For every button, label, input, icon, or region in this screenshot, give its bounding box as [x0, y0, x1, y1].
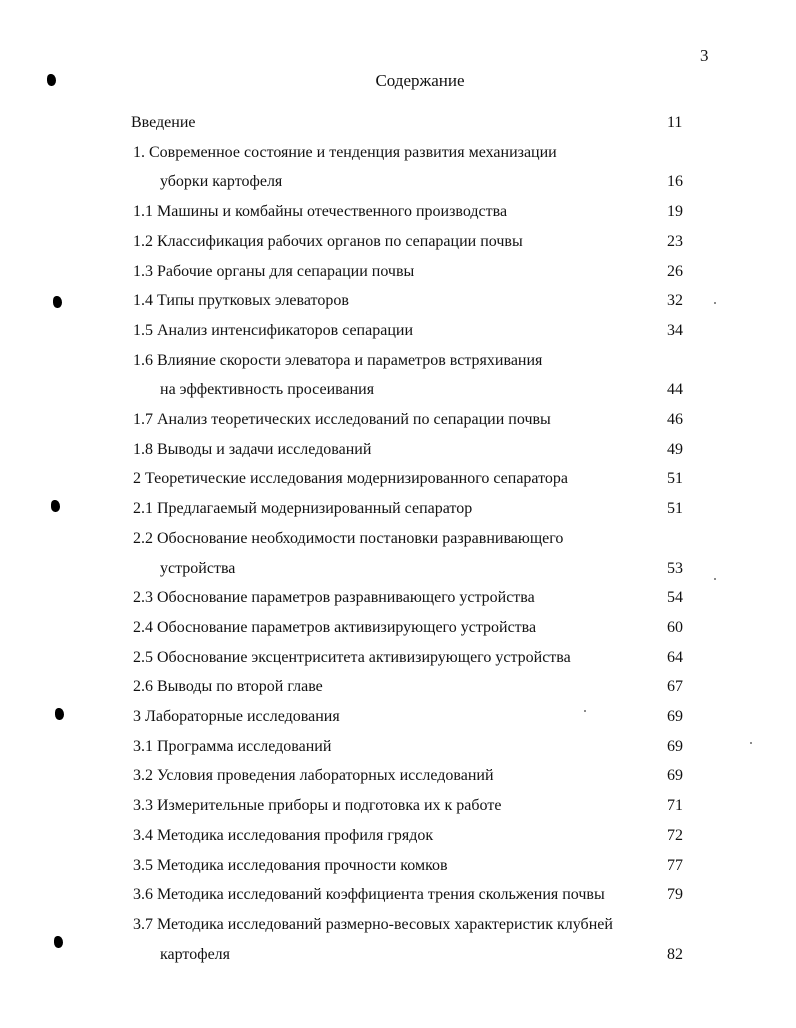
toc-entry-text: картофеля [160, 946, 231, 963]
toc-line [0, 524, 796, 554]
table-of-contents [0, 108, 796, 988]
toc-line [0, 197, 796, 227]
toc-entry-page: 77 [667, 857, 683, 874]
toc-line [0, 435, 796, 465]
toc-line [0, 880, 796, 910]
toc-line [0, 851, 796, 881]
toc-entry-page: 23 [667, 233, 683, 250]
toc-line [0, 316, 796, 346]
toc-entry-text: 2 Теоретические исследования модернизированного сепаратора [133, 470, 568, 487]
toc-entry-text: 3.4 Методика исследования профиля грядок [133, 827, 434, 844]
page-title: Содержание [375, 71, 465, 90]
toc-entry-page: 79 [667, 886, 683, 903]
toc-entry-text: 1.1 Машины и комбайны отечественного производства [133, 203, 508, 220]
toc-entry-page: 69 [667, 767, 683, 784]
toc-entry-text: 1.3 Рабочие органы для сепарации почвы [133, 263, 415, 280]
toc-line [0, 405, 796, 435]
toc-line [0, 375, 796, 405]
scan-dot [714, 578, 716, 580]
toc-line [0, 494, 796, 524]
toc-entry-page: 32 [667, 292, 683, 309]
toc-entry-page: 34 [667, 322, 683, 339]
toc-entry-text: 2.1 Предлагаемый модернизированный сепаратор [133, 500, 473, 517]
toc-entry-page: 64 [667, 649, 683, 666]
toc-entry-text: 3.5 Методика исследования прочности комков [133, 857, 448, 874]
toc-entry-text: 3.7 Методика исследований размерно-весовых характеристик клубней [133, 916, 613, 933]
toc-line [0, 702, 796, 732]
toc-line [0, 613, 796, 643]
toc-entry-text: 1.6 Влияние скорости элеватора и параметров встряхивания [133, 352, 543, 369]
toc-line [0, 554, 796, 584]
toc-entry-text: 1.5 Анализ интенсификаторов сепарации [133, 322, 414, 339]
toc-entry-text: 1. Современное состояние и тенденция развития механизации [133, 144, 557, 161]
toc-entry-text: устройства [160, 560, 236, 577]
scan-dot [714, 302, 716, 304]
toc-entry-page: 60 [667, 619, 683, 636]
toc-entry-page: 54 [667, 589, 683, 606]
toc-line [0, 257, 796, 287]
toc-entry-page: 19 [667, 203, 683, 220]
toc-entry-text: 2.3 Обоснование параметров разравнивающего устройства [133, 589, 535, 606]
toc-line [0, 108, 796, 138]
toc-line [0, 583, 796, 613]
toc-entry-page: 44 [667, 381, 683, 398]
toc-entry-text: 3 Лабораторные исследования [133, 708, 340, 725]
toc-entry-text: 3.6 Методика исследований коэффициента трения скольжения почвы [133, 886, 605, 903]
toc-entry-page: 53 [667, 560, 683, 577]
toc-entry-text: 3.1 Программа исследований [133, 738, 332, 755]
toc-line [0, 791, 796, 821]
toc-line [0, 761, 796, 791]
toc-entry-page: 16 [667, 173, 683, 190]
toc-entry-page: 46 [667, 411, 683, 428]
toc-entry-text: 1.7 Анализ теоретических исследований по сепарации почвы [133, 411, 551, 428]
toc-entry-page: 51 [667, 500, 683, 517]
toc-line [0, 167, 796, 197]
scan-mark [55, 708, 64, 720]
toc-line [0, 346, 796, 376]
toc-entry-page: 11 [667, 114, 683, 131]
scan-dot [584, 710, 586, 712]
toc-entry-text: 2.4 Обоснование параметров активизирующего устройства [133, 619, 537, 636]
toc-line [0, 643, 796, 673]
toc-entry-page: 49 [667, 441, 683, 458]
scan-mark [47, 74, 56, 86]
toc-entry-text: 1.8 Выводы и задачи исследований [133, 441, 372, 458]
toc-entry-page: 69 [667, 738, 683, 755]
scan-mark [53, 296, 62, 308]
toc-entry-text: на эффективность просеивания [160, 381, 375, 398]
toc-line [0, 910, 796, 940]
toc-entry-page: 51 [667, 470, 683, 487]
toc-line [0, 672, 796, 702]
toc-line [0, 732, 796, 762]
toc-line [0, 464, 796, 494]
scan-mark [51, 500, 60, 512]
toc-entry-text: 2.2 Обоснование необходимости постановки разравнивающего [133, 530, 564, 547]
scan-mark [54, 936, 63, 948]
toc-entry-text: 2.6 Выводы по второй главе [133, 678, 323, 695]
toc-entry-page: 69 [667, 708, 683, 725]
scan-dot [750, 742, 752, 744]
toc-entry-page: 82 [667, 946, 683, 963]
toc-line [0, 227, 796, 257]
toc-line [0, 286, 796, 316]
toc-line [0, 821, 796, 851]
toc-entry-text: 1.2 Классификация рабочих органов по сепарации почвы [133, 233, 523, 250]
toc-entry-text: 1.4 Типы прутковых элеваторов [133, 292, 349, 309]
toc-line [0, 940, 796, 970]
toc-entry-text: Введение [131, 114, 196, 131]
page-number: 3 [700, 46, 709, 65]
toc-entry-text: 3.2 Условия проведения лабораторных исследований [133, 767, 494, 784]
toc-entry-page: 26 [667, 263, 683, 280]
toc-entry-text: уборки картофеля [160, 173, 283, 190]
toc-entry-page: 71 [667, 797, 683, 814]
toc-entry-text: 3.3 Измерительные приборы и подготовка их к работе [133, 797, 502, 814]
toc-entry-text: 2.5 Обоснование эксцентриситета активизирующего устройства [133, 649, 571, 666]
toc-line [0, 138, 796, 168]
toc-entry-page: 67 [667, 678, 683, 695]
toc-entry-page: 72 [667, 827, 683, 844]
